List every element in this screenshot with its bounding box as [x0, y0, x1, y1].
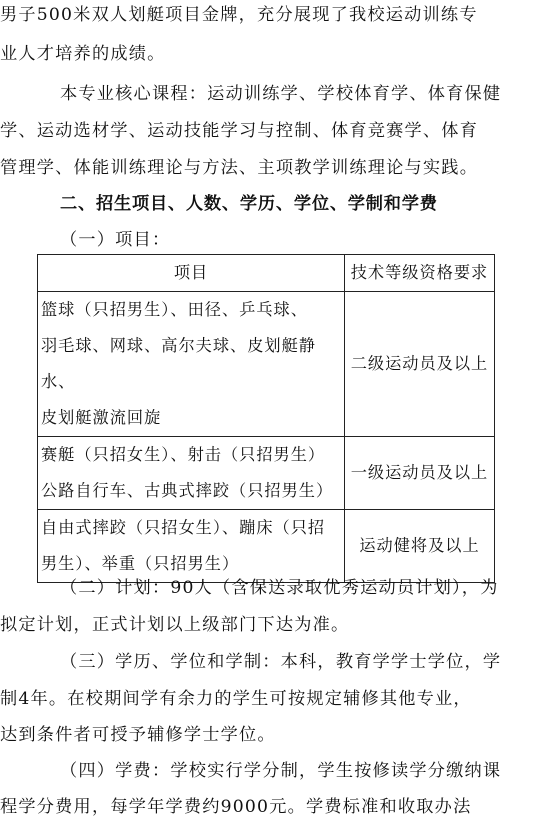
intro-line-1: 男子500米双人划艇项目金牌，充分展现了我校运动训练专: [0, 5, 478, 25]
subsection-projects: （一）项目：: [60, 230, 171, 250]
project-line: 自由式摔跤（只招女生）、蹦床（只招: [41, 518, 326, 537]
table-row: [38, 437, 495, 510]
table-cell-requirement: 一级运动员及以上: [345, 437, 495, 510]
table-row: [38, 292, 495, 437]
plan-line-1: （二）计划：90人（含保送录取优秀运动员计划），为: [60, 578, 499, 598]
intro-line-2: 业人才培养的成绩。: [0, 44, 166, 64]
table-header-requirement: 技术等级资格要求: [345, 255, 495, 292]
project-line: 皮划艇激流回旋: [41, 408, 162, 427]
project-line: 公路自行车、古典式摔跤（只招男生）: [41, 481, 334, 500]
degree-line-3: 达到条件者可授予辅修学士学位。: [0, 725, 276, 745]
section-heading: 二、招生项目、人数、学历、学位、学制和学费: [60, 194, 438, 214]
table-cell-project: [38, 510, 345, 583]
plan-line-2: 拟定计划，正式计划以上级部门下达为准。: [0, 615, 350, 635]
project-line: 篮球（只招男生）、田径、乒乓球、: [41, 300, 308, 319]
tuition-line-2: 程学分费用，每学年学费约9000元。学费标准和收取办法: [0, 797, 472, 817]
project-line: 男生）、举重（只招男生）: [41, 554, 240, 573]
degree-line-2: 制4年。在校期间学有余力的学生可按规定辅修其他专业，: [0, 689, 472, 709]
project-line: 赛艇（只招女生）、射击（只招男生）: [41, 445, 326, 464]
project-line: 羽毛球、网球、高尔夫球、皮划艇静水、: [41, 336, 316, 391]
tuition-line-1: （四）学费：学校实行学分制，学生按修读学分缴纳课: [60, 761, 502, 781]
table-row: [38, 510, 495, 583]
table-header-project: 项目: [38, 255, 345, 292]
table-header-row: [38, 255, 495, 292]
core-courses-line-2: 学、运动选材学、运动技能学习与控制、体育竞赛学、体育: [0, 121, 479, 141]
core-courses-line-3: 管理学、体能训练理论与方法、主项教学训练理论与实践。: [0, 158, 479, 178]
table-cell-project: [38, 292, 345, 437]
table-cell-requirement: 运动健将及以上: [345, 510, 495, 583]
degree-line-1: （三）学历、学位和学制：本科，教育学学士学位，学: [60, 652, 502, 672]
core-courses-line-1: 本专业核心课程：运动训练学、学校体育学、体育保健: [60, 84, 502, 104]
admission-projects-table: [37, 254, 495, 583]
table-cell-project: [38, 437, 345, 510]
table-cell-requirement: 二级运动员及以上: [345, 292, 495, 437]
